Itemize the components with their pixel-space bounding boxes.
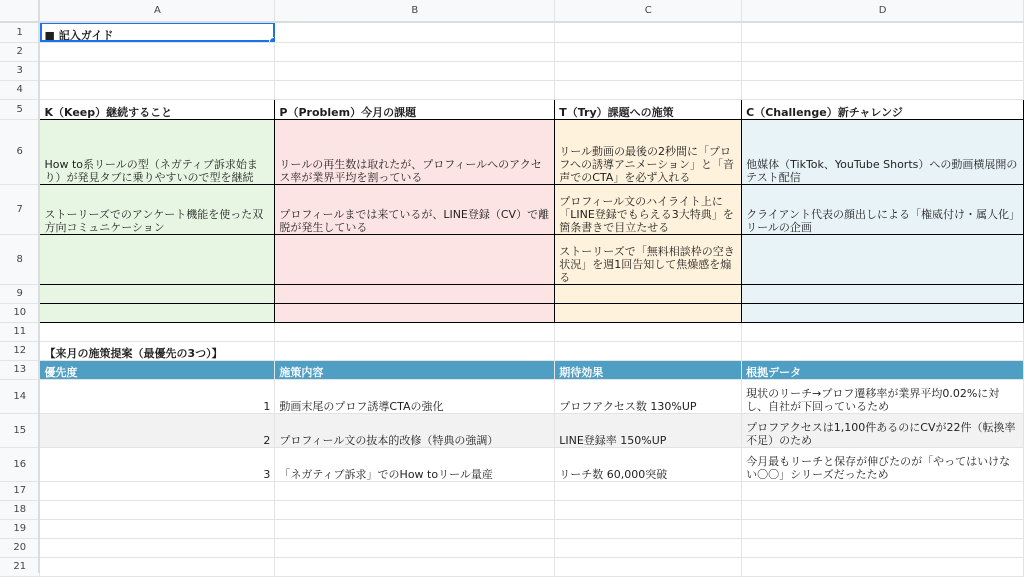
challenge-cell[interactable]: クライアント代表の顔出しによる「権威付け・属人化」リールの企画	[742, 184, 1024, 234]
keep-header-cell[interactable]: K（Keep）継続すること	[40, 99, 275, 119]
row-header[interactable]: 21	[0, 557, 40, 576]
cell[interactable]	[275, 80, 555, 99]
select-all-corner[interactable]	[0, 0, 40, 22]
cell[interactable]	[555, 22, 742, 42]
try-cell[interactable]	[555, 284, 742, 303]
cell[interactable]	[40, 61, 275, 80]
column-header-b[interactable]: B	[275, 0, 555, 22]
priority-cell[interactable]: 3	[40, 447, 275, 481]
cell[interactable]	[40, 322, 275, 341]
keep-cell[interactable]: ストーリーズでのアンケート機能を使った双方向コミュニケーション	[40, 184, 275, 234]
cell[interactable]	[555, 538, 742, 557]
cell[interactable]	[742, 61, 1024, 80]
cell[interactable]	[742, 80, 1024, 99]
row-header[interactable]: 20	[0, 538, 40, 557]
cell[interactable]	[742, 22, 1024, 42]
problem-header-cell[interactable]: P（Problem）今月の課題	[275, 99, 555, 119]
row-header[interactable]: 10	[0, 303, 40, 322]
row-header[interactable]: 7	[0, 184, 40, 234]
action-header-cell[interactable]: 施策内容	[275, 360, 555, 379]
row-header[interactable]: 12	[0, 341, 40, 360]
column-header-a[interactable]: A	[40, 0, 275, 22]
row-header[interactable]: 9	[0, 284, 40, 303]
evidence-header-cell[interactable]: 根拠データ	[742, 360, 1024, 379]
cell[interactable]	[742, 322, 1024, 341]
cell[interactable]	[40, 519, 275, 538]
row-header[interactable]: 3	[0, 61, 40, 80]
priority-cell[interactable]: 2	[40, 413, 275, 447]
problem-cell[interactable]: リールの再生数は取れたが、プロフィールへのアクセス率が業界平均を割っている	[275, 119, 555, 184]
challenge-header-cell[interactable]: C（Challenge）新チャレンジ	[742, 99, 1024, 119]
keep-cell[interactable]	[40, 284, 275, 303]
cell[interactable]	[555, 322, 742, 341]
cell[interactable]	[275, 42, 555, 61]
cell[interactable]	[742, 42, 1024, 61]
row-header[interactable]: 8	[0, 234, 40, 284]
try-cell[interactable]: ストーリーズで「無料相談枠の空き状況」を週1回告知して焦燥感を煽る	[555, 234, 742, 284]
cell[interactable]	[742, 500, 1024, 519]
cell[interactable]	[40, 500, 275, 519]
cell[interactable]	[555, 557, 742, 576]
cell[interactable]	[275, 322, 555, 341]
cell[interactable]	[275, 519, 555, 538]
row-header[interactable]: 15	[0, 413, 40, 447]
cell[interactable]	[40, 42, 275, 61]
cell-text: ■ 記入ガイド	[44, 28, 114, 42]
problem-cell[interactable]: プロフィールまでは来ているが、LINE登録（CV）で離脱が発生している	[275, 184, 555, 234]
evidence-cell[interactable]: 現状のリーチ→プロフ遷移率が業界平均0.02%に対し、自社が下回っているため	[742, 379, 1024, 413]
cell[interactable]	[275, 22, 555, 42]
problem-cell[interactable]	[275, 284, 555, 303]
row-header[interactable]: 11	[0, 322, 40, 341]
row-header[interactable]: 4	[0, 80, 40, 99]
row-header[interactable]: 14	[0, 379, 40, 413]
cell[interactable]	[275, 557, 555, 576]
cell[interactable]	[275, 341, 555, 360]
problem-cell[interactable]	[275, 234, 555, 284]
evidence-cell[interactable]: プロフアクセスは1,100件あるのにCVが22件（転換率不足）のため	[742, 413, 1024, 447]
action-cell[interactable]: プロフィール文の抜本的改修（特典の強調）	[275, 413, 555, 447]
expected-effect-cell[interactable]: プロフアクセス数 130%UP	[555, 379, 742, 413]
row-header[interactable]: 18	[0, 500, 40, 519]
row-header[interactable]: 5	[0, 99, 40, 119]
cell[interactable]	[555, 481, 742, 500]
keep-cell[interactable]: How to系リールの型（ネガティブ訴求始まり）が発見タブに乗りやすいので型を継続	[40, 119, 275, 184]
row-header[interactable]: 2	[0, 42, 40, 61]
cell[interactable]	[555, 341, 742, 360]
cell[interactable]	[555, 80, 742, 99]
fill-handle[interactable]	[269, 37, 275, 43]
row-header[interactable]: 1	[0, 22, 40, 42]
expected-effect-cell[interactable]: LINE登録率 150%UP	[555, 413, 742, 447]
cell[interactable]	[555, 500, 742, 519]
try-cell[interactable]: リール動画の最後の2秒間に「プロフへの誘導アニメーション」と「音声でのCTA」を必ず入れる	[555, 119, 742, 184]
column-header-d[interactable]: D	[742, 0, 1024, 22]
expected-effect-cell[interactable]: リーチ数 60,000突破	[555, 447, 742, 481]
cell[interactable]	[40, 481, 275, 500]
cell[interactable]	[555, 42, 742, 61]
column-header-c[interactable]: C	[555, 0, 742, 22]
challenge-cell[interactable]	[742, 234, 1024, 284]
action-cell[interactable]: 動画末尾のプロフ誘導CTAの強化	[275, 379, 555, 413]
cell[interactable]	[555, 519, 742, 538]
cell[interactable]	[742, 481, 1024, 500]
keep-cell[interactable]	[40, 234, 275, 284]
cell[interactable]	[275, 538, 555, 557]
row-header[interactable]: 16	[0, 447, 40, 481]
expected-effect-header-cell[interactable]: 期待効果	[555, 360, 742, 379]
row-header[interactable]: 6	[0, 119, 40, 184]
priority-header-cell[interactable]: 優先度	[40, 360, 275, 379]
frozen-row-divider[interactable]	[0, 21, 1024, 23]
cell-a1[interactable]	[40, 22, 275, 42]
try-header-cell[interactable]: T（Try）課題への施策	[555, 99, 742, 119]
row-header[interactable]: 17	[0, 481, 40, 500]
try-cell[interactable]	[555, 303, 742, 322]
priority-cell[interactable]: 1	[40, 379, 275, 413]
cell[interactable]	[40, 538, 275, 557]
cell[interactable]	[275, 61, 555, 80]
problem-cell[interactable]	[275, 303, 555, 322]
row-header[interactable]: 13	[0, 360, 40, 379]
cell[interactable]	[742, 341, 1024, 360]
proposal-title-cell[interactable]: 【来月の施策提案（最優先の3つ）】	[40, 341, 275, 360]
challenge-cell[interactable]	[742, 303, 1024, 322]
action-cell[interactable]: 「ネガティブ訴求」でのHow toリール量産	[275, 447, 555, 481]
cell[interactable]	[40, 80, 275, 99]
cell[interactable]	[275, 481, 555, 500]
keep-cell[interactable]	[40, 303, 275, 322]
cell[interactable]	[742, 538, 1024, 557]
row-header[interactable]: 19	[0, 519, 40, 538]
cell[interactable]	[742, 557, 1024, 576]
challenge-cell[interactable]	[742, 284, 1024, 303]
cell[interactable]	[275, 500, 555, 519]
cell[interactable]	[555, 61, 742, 80]
cell[interactable]	[40, 557, 275, 576]
frozen-column-divider[interactable]	[38, 0, 40, 573]
try-cell[interactable]: プロフィール文のハイライト上に「LINE登録でもらえる3大特典」を箇条書きで目立たせる	[555, 184, 742, 234]
challenge-cell[interactable]: 他媒体（TikTok、YouTube Shorts）への動画横展開のテスト配信	[742, 119, 1024, 184]
cell[interactable]	[742, 519, 1024, 538]
evidence-cell[interactable]: 今月最もリーチと保存が伸びたのが「やってはいけない〇〇」シリーズだったため	[742, 447, 1024, 481]
